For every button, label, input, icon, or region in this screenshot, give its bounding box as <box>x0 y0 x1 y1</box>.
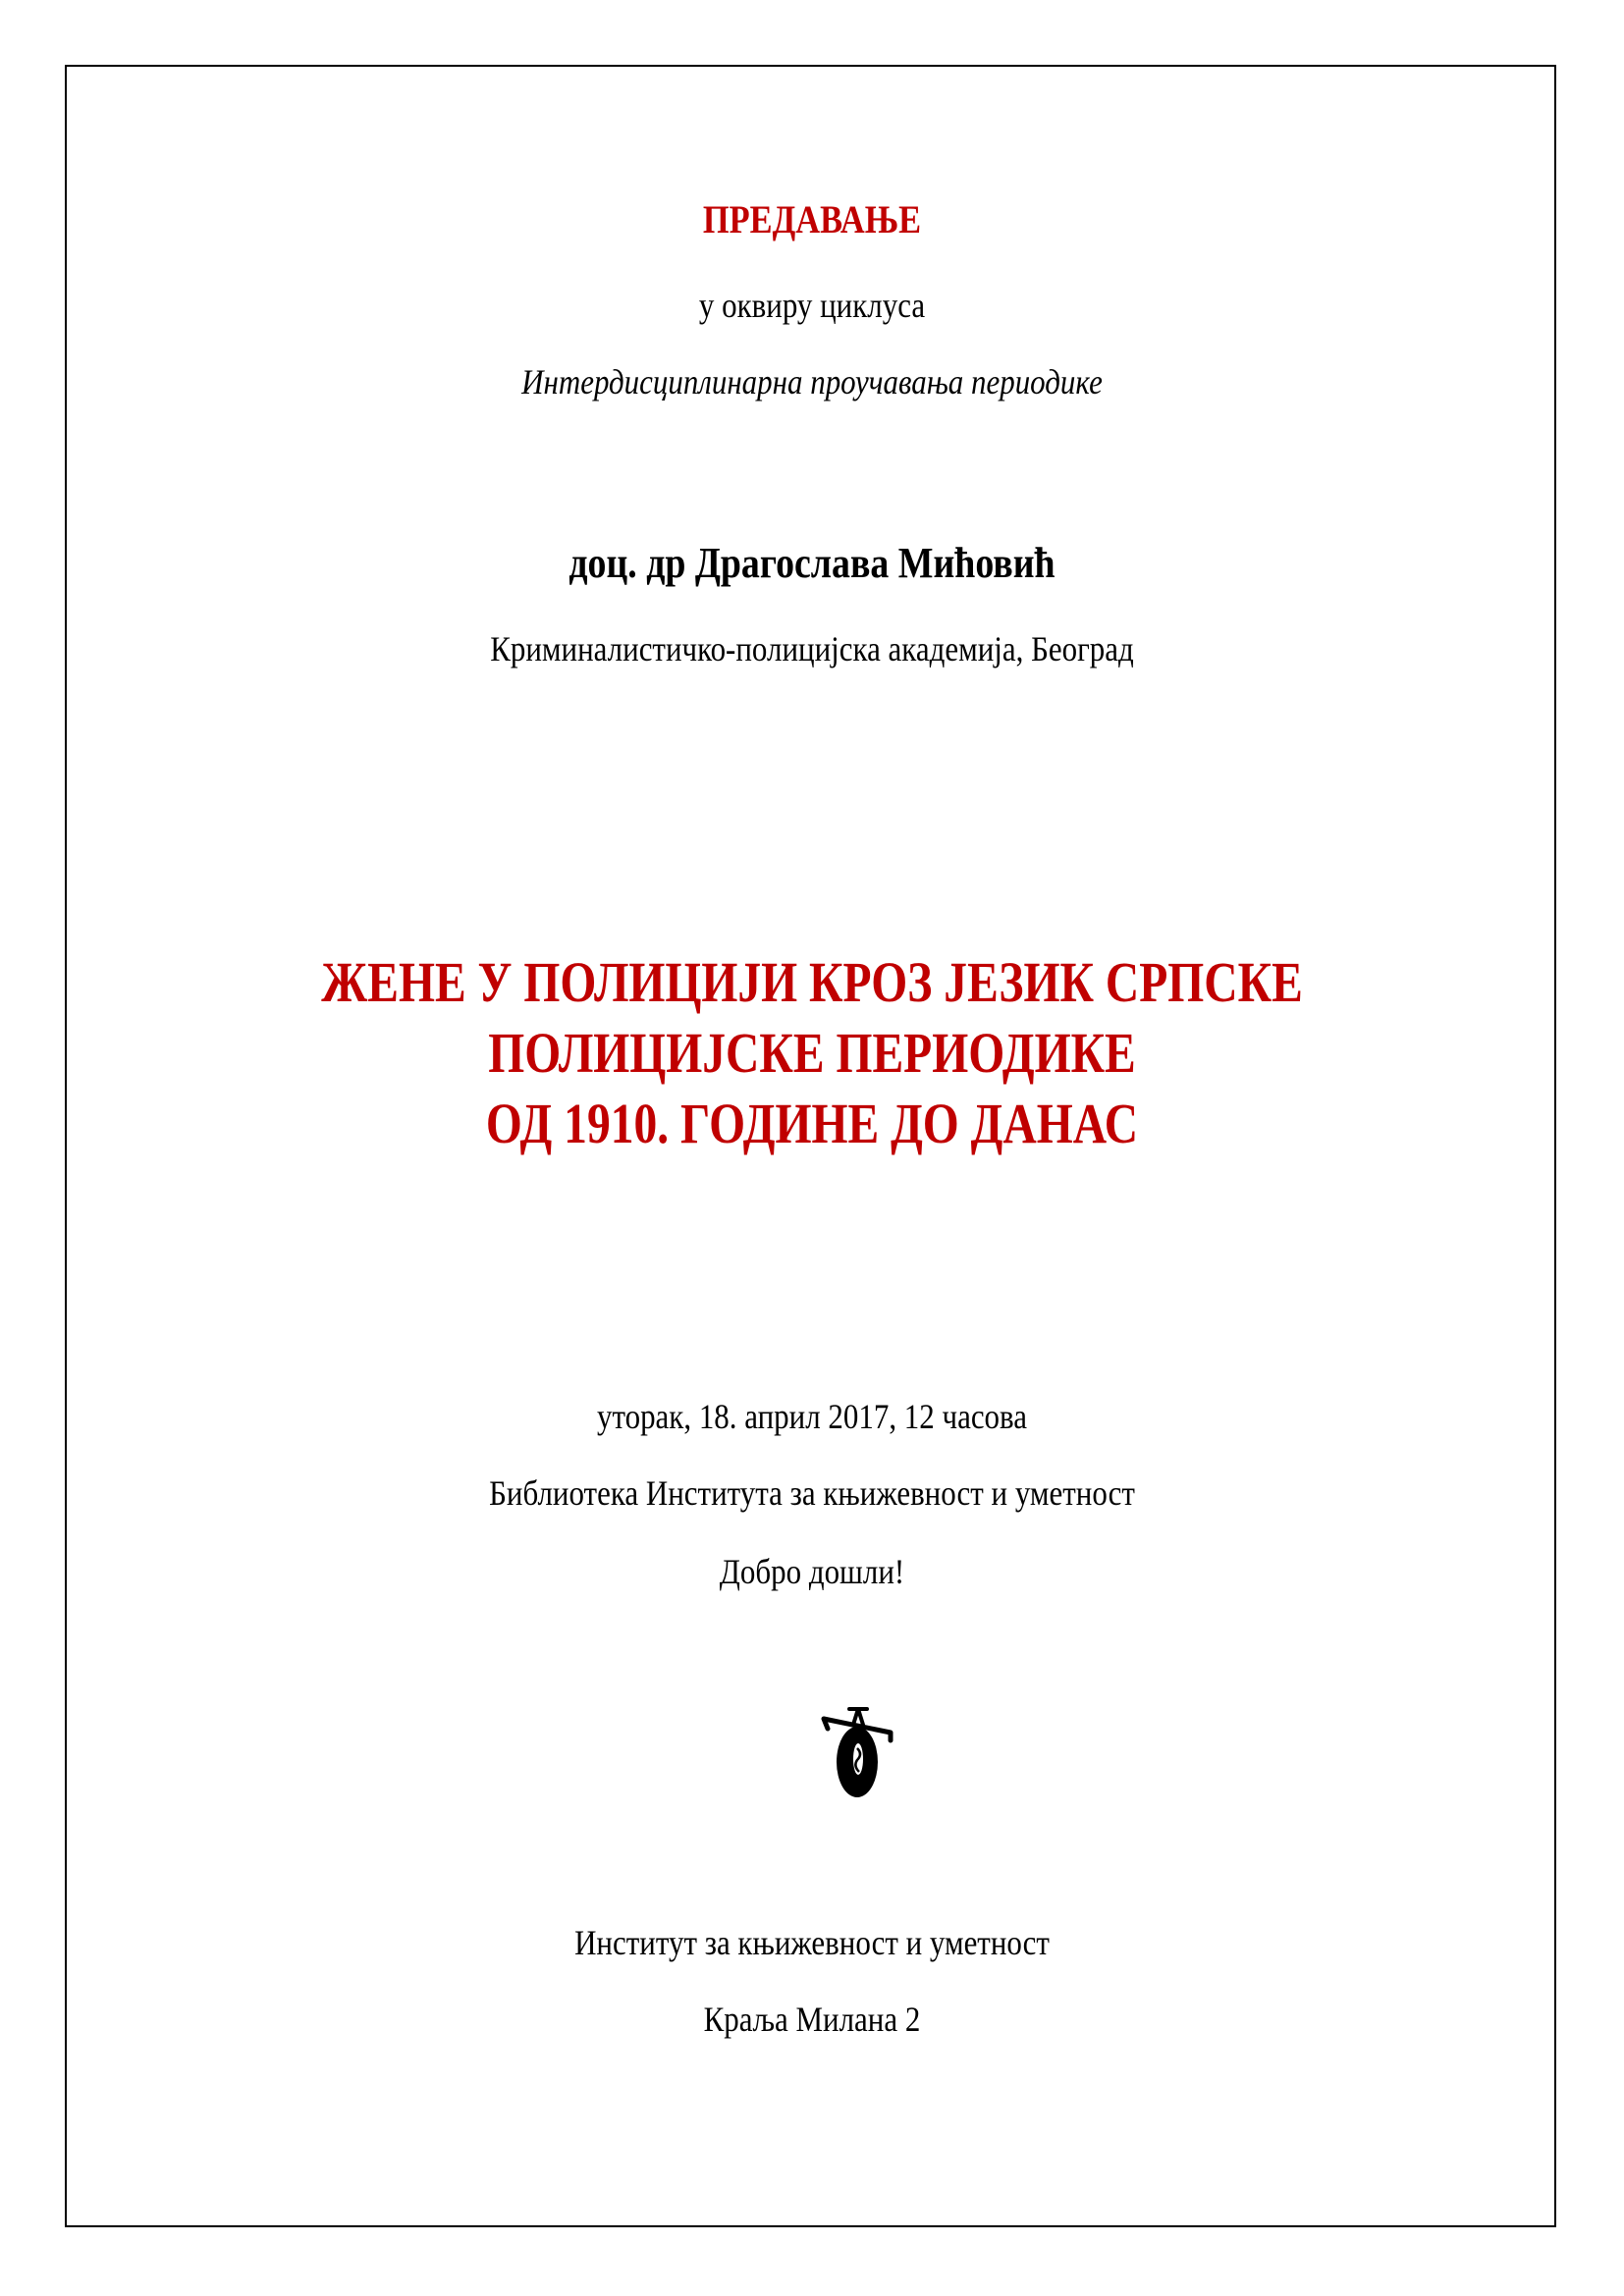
lecture-title-line-1: ЖЕНЕ У ПОЛИЦИЈИ КРОЗ ЈЕЗИК СРПСКЕ <box>321 950 1303 1014</box>
footer-institution: Институт за књижевност и уметност <box>574 1923 1050 1962</box>
lecture-title-line-2: ПОЛИЦИЈСКЕ ПЕРИОДИКЕ <box>488 1021 1136 1085</box>
event-datetime: уторак, 18. април 2017, 12 часова <box>596 1397 1027 1436</box>
footer-address: Краља Милана 2 <box>703 2000 921 2039</box>
cycle-name: Интердисциплинарна проучавања периодике <box>521 362 1103 401</box>
cycle-intro: у оквиру циклуса <box>698 286 926 325</box>
institute-logo-icon <box>820 1703 898 1811</box>
event-venue: Библиотека Института за књижевност и уметност <box>489 1473 1135 1513</box>
heading: ПРЕДАВАЊЕ <box>702 197 922 241</box>
speaker-name: доц. др Драгослава Мићовић <box>568 539 1056 587</box>
speaker-affiliation: Криминалистичко-полицијска академија, Београд <box>490 629 1134 668</box>
event-welcome: Добро дошли! <box>719 1552 905 1591</box>
lecture-title-line-3: ОД 1910. ГОДИНЕ ДО ДАНАС <box>485 1092 1139 1155</box>
